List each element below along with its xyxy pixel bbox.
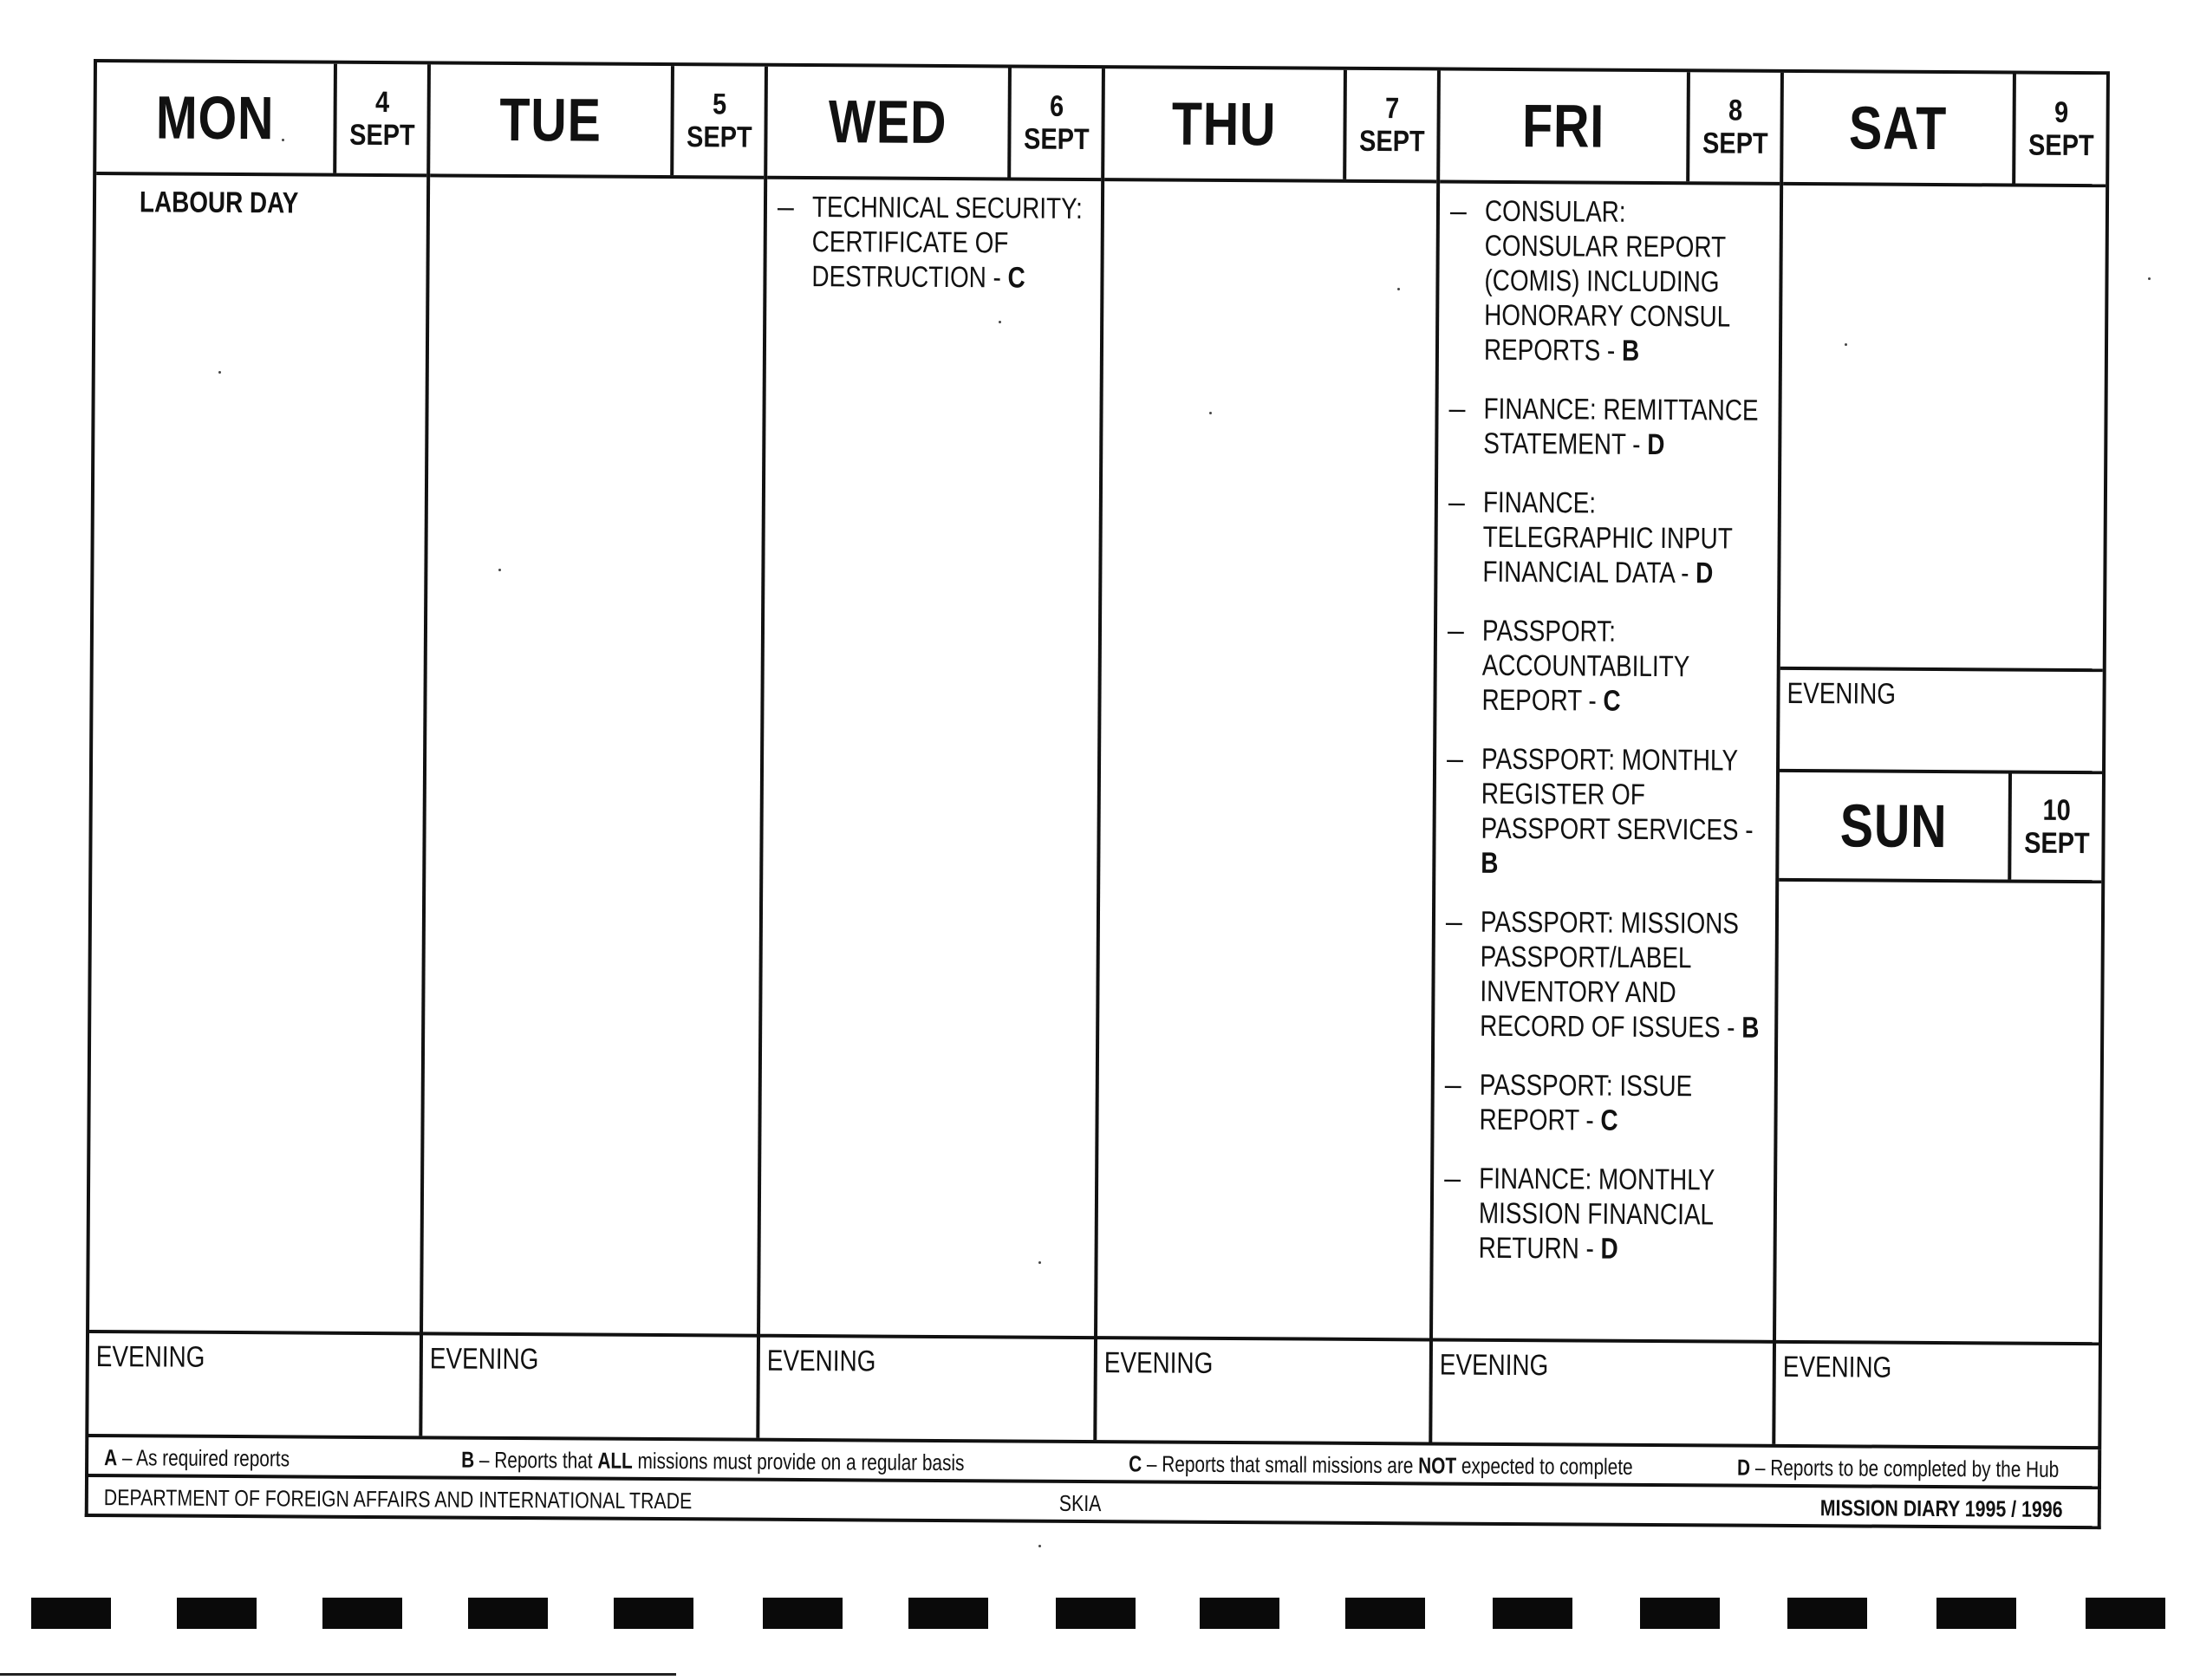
scan-speck (999, 321, 1001, 323)
entry-dash: – (1446, 742, 1464, 776)
evening-label: EVENING (1439, 1348, 1549, 1383)
perforation-mark (31, 1598, 111, 1629)
perforation-mark (1936, 1598, 2016, 1629)
entry-dash: – (1444, 1162, 1461, 1195)
legend-text: As required reports (136, 1444, 290, 1472)
day-name: FRI (1521, 92, 1605, 160)
entry-code: C (1007, 261, 1025, 295)
scan-speck (218, 371, 221, 374)
date-number: 5 (712, 88, 726, 121)
legend-text: missions must provide on a regular basis (632, 1447, 965, 1476)
entry-title: TECHNICAL SECURITY: CERTIFICATE OF DESTRUCTION - (811, 191, 1083, 295)
perforation-mark (763, 1598, 843, 1629)
entry-text (1479, 1162, 1761, 1267)
report-entry (1449, 194, 1776, 369)
date-box (1686, 72, 1780, 182)
day-header-tue (430, 64, 765, 179)
entry-title: FINANCE: REMITTANCE STATEMENT - (1483, 392, 1759, 461)
date-month: SEPT (686, 120, 752, 154)
day-name: TUE (499, 85, 602, 154)
entry-title: PASSPORT: ACCOUNTABILITY REPORT - (1481, 614, 1689, 718)
legend-sep: – (117, 1444, 137, 1471)
date-number: 4 (374, 85, 389, 120)
legend-item-d (1737, 1455, 2059, 1483)
day-header-sat (1783, 73, 2106, 187)
legend-key: B (461, 1446, 475, 1473)
legend-key: A (104, 1444, 118, 1471)
legend-text: Reports that small missions are (1162, 1450, 1419, 1479)
date-box (333, 64, 427, 174)
perforation-mark (1493, 1598, 1572, 1629)
legend-text: expected to complete (1456, 1452, 1633, 1480)
department-name: DEPARTMENT OF FOREIGN AFFAIRS AND INTERNATIONAL TRADE (103, 1484, 693, 1514)
date-month: SEPT (1702, 127, 1768, 160)
legend-key: C (1129, 1450, 1142, 1477)
entry-title: PASSPORT: MONTHLY REGISTER OF PASSPORT SERVICES - (1481, 742, 1754, 847)
entry-title: FINANCE: TELEGRAPHIC INPUT FINANCIAL DATA - (1482, 485, 1733, 590)
entry-code: C (1600, 1104, 1618, 1137)
evening-section-thu (1097, 1336, 1429, 1442)
entry-dash: – (777, 190, 795, 224)
entry-text (1479, 1068, 1761, 1139)
evening-label: EVENING (1787, 676, 1897, 711)
day-body-sat (1780, 186, 2106, 668)
entry-text (1481, 614, 1764, 720)
evening-label: EVENING (429, 1342, 539, 1377)
date-box (670, 66, 765, 176)
entry-text (1481, 742, 1763, 882)
entry-code: C (1603, 684, 1621, 718)
page-edge-line (0, 1673, 676, 1676)
scan-speck (1038, 1545, 1041, 1547)
perforation-mark (1200, 1598, 1279, 1629)
report-entry (1448, 392, 1774, 463)
evening-label: EVENING (766, 1344, 876, 1378)
evening-label: EVENING (95, 1340, 205, 1374)
legend-sep: – (1750, 1454, 1771, 1481)
diary-title: MISSION DIARY 1995 / 1996 (1819, 1494, 2063, 1522)
evening-section-mon (88, 1330, 420, 1436)
day-header-wed (767, 67, 1102, 181)
entry-text (1483, 392, 1766, 463)
perforation-mark (1640, 1598, 1720, 1629)
entry-text (1480, 905, 1762, 1045)
scan-speck (2148, 277, 2151, 280)
entry-text (1484, 194, 1767, 369)
report-entry (1445, 905, 1772, 1045)
date-box (1343, 70, 1437, 180)
day-body-tue (423, 177, 764, 1333)
entry-code: D (1600, 1232, 1618, 1266)
perforation-mark (468, 1598, 548, 1629)
day-header-sun (1779, 769, 2102, 883)
legend-text: Reports that (494, 1446, 598, 1474)
day-column-mon (88, 62, 431, 1436)
evening-label: EVENING (1782, 1350, 1892, 1384)
perforation-mark (614, 1598, 693, 1629)
perforation-mark (2086, 1598, 2165, 1629)
report-entry (777, 190, 1097, 296)
entry-dash: – (1447, 614, 1465, 648)
day-header-mon (96, 62, 427, 177)
entry-title: PASSPORT: MISSIONS PASSPORT/LABEL INVENTORY AND RECORD OF ISSUES - (1480, 905, 1740, 1045)
evening-section-wed (759, 1334, 1094, 1440)
entry-dash: – (1449, 194, 1467, 228)
entry-title: PASSPORT: ISSUE REPORT - (1479, 1068, 1693, 1137)
day-body-fri (1433, 183, 1780, 1339)
day-name: MON (155, 83, 275, 153)
date-month: SEPT (2028, 128, 2094, 163)
date-month: SEPT (1023, 122, 1090, 157)
scan-speck (498, 569, 501, 571)
date-number: 7 (1384, 92, 1399, 126)
legend-sep: – (474, 1446, 495, 1473)
date-number: 6 (1049, 89, 1064, 123)
week-grid (85, 59, 2110, 1449)
day-name: WED (828, 88, 947, 157)
day-name: SAT (1848, 94, 1948, 163)
date-number: 8 (1728, 94, 1742, 127)
evening-section-sat (1780, 667, 2103, 771)
day-header-fri (1440, 70, 1780, 185)
report-entry (1446, 742, 1773, 882)
report-entry (1448, 485, 1774, 591)
day-column-tue (422, 64, 768, 1437)
date-number: 9 (2054, 95, 2068, 129)
date-box (2008, 774, 2102, 881)
evening-section-tue (422, 1332, 757, 1437)
holiday-label: LABOUR DAY (139, 186, 299, 220)
report-entry (1444, 1162, 1771, 1267)
entry-code: B (1621, 334, 1640, 368)
entry-text (1482, 485, 1765, 591)
entry-dash: – (1448, 392, 1466, 426)
day-body-sun (1776, 882, 2101, 1342)
entry-code: D (1647, 427, 1665, 462)
legend-item-a (104, 1444, 290, 1472)
date-box (1007, 68, 1102, 178)
date-box (2012, 75, 2106, 185)
perforation-mark (1056, 1598, 1136, 1629)
entry-title: FINANCE: MONTHLY MISSION FINANCIAL RETURN - (1478, 1162, 1715, 1266)
date-month: SEPT (1358, 124, 1425, 159)
entry-code: B (1481, 846, 1499, 880)
perforation-mark (322, 1598, 402, 1629)
entry-dash: – (1444, 1068, 1461, 1102)
day-body-wed (760, 179, 1101, 1336)
evening-label: EVENING (1103, 1346, 1214, 1380)
report-entry (1444, 1068, 1770, 1139)
legend-item-b (461, 1447, 965, 1477)
entry-dash: – (1445, 905, 1462, 939)
entry-text (811, 190, 1088, 296)
legend-emphasis: ALL (597, 1447, 633, 1474)
perforation-mark (908, 1598, 988, 1629)
date-number: 10 (2042, 793, 2071, 827)
legend-item-c (1129, 1450, 1633, 1481)
perforation-mark (1345, 1598, 1425, 1629)
day-body-mon (89, 175, 426, 1332)
scan-speck (1038, 1261, 1041, 1264)
legend-emphasis: NOT (1418, 1452, 1457, 1479)
day-column-weekend (1775, 73, 2106, 1446)
form-code: SKIA (1058, 1489, 1102, 1517)
day-name: THU (1171, 89, 1277, 159)
scan-speck (1209, 412, 1212, 414)
perforation-mark (1787, 1598, 1867, 1629)
report-list (1443, 194, 1776, 1292)
day-header-thu (1104, 68, 1437, 183)
legend-text: Reports to be completed by the Hub (1770, 1454, 2060, 1482)
evening-section-fri (1432, 1338, 1773, 1443)
evening-section-sun (1775, 1340, 2099, 1446)
day-body-thu (1097, 181, 1436, 1338)
entry-title: CONSULAR: CONSULAR REPORT (COMIS) INCLUDING HONORARY CONSUL REPORTS - (1483, 194, 1730, 368)
report-entry (1447, 614, 1774, 720)
legend-sep: – (1142, 1450, 1162, 1477)
day-column-wed (759, 67, 1105, 1440)
diary-page (85, 59, 2113, 1529)
date-month: SEPT (348, 118, 415, 153)
legend-key: D (1737, 1454, 1751, 1481)
perforation-mark (177, 1598, 257, 1629)
scan-speck (1397, 288, 1400, 290)
entry-code: B (1741, 1011, 1760, 1045)
date-month: SEPT (2023, 826, 2090, 861)
report-list (777, 190, 1097, 320)
day-column-fri (1432, 70, 1784, 1443)
entry-dash: – (1448, 485, 1465, 519)
day-column-thu (1097, 68, 1441, 1442)
scan-speck (1845, 343, 1847, 346)
scan-speck (282, 139, 284, 141)
entry-code: D (1696, 557, 1714, 590)
day-name: SUN (1839, 791, 1948, 861)
